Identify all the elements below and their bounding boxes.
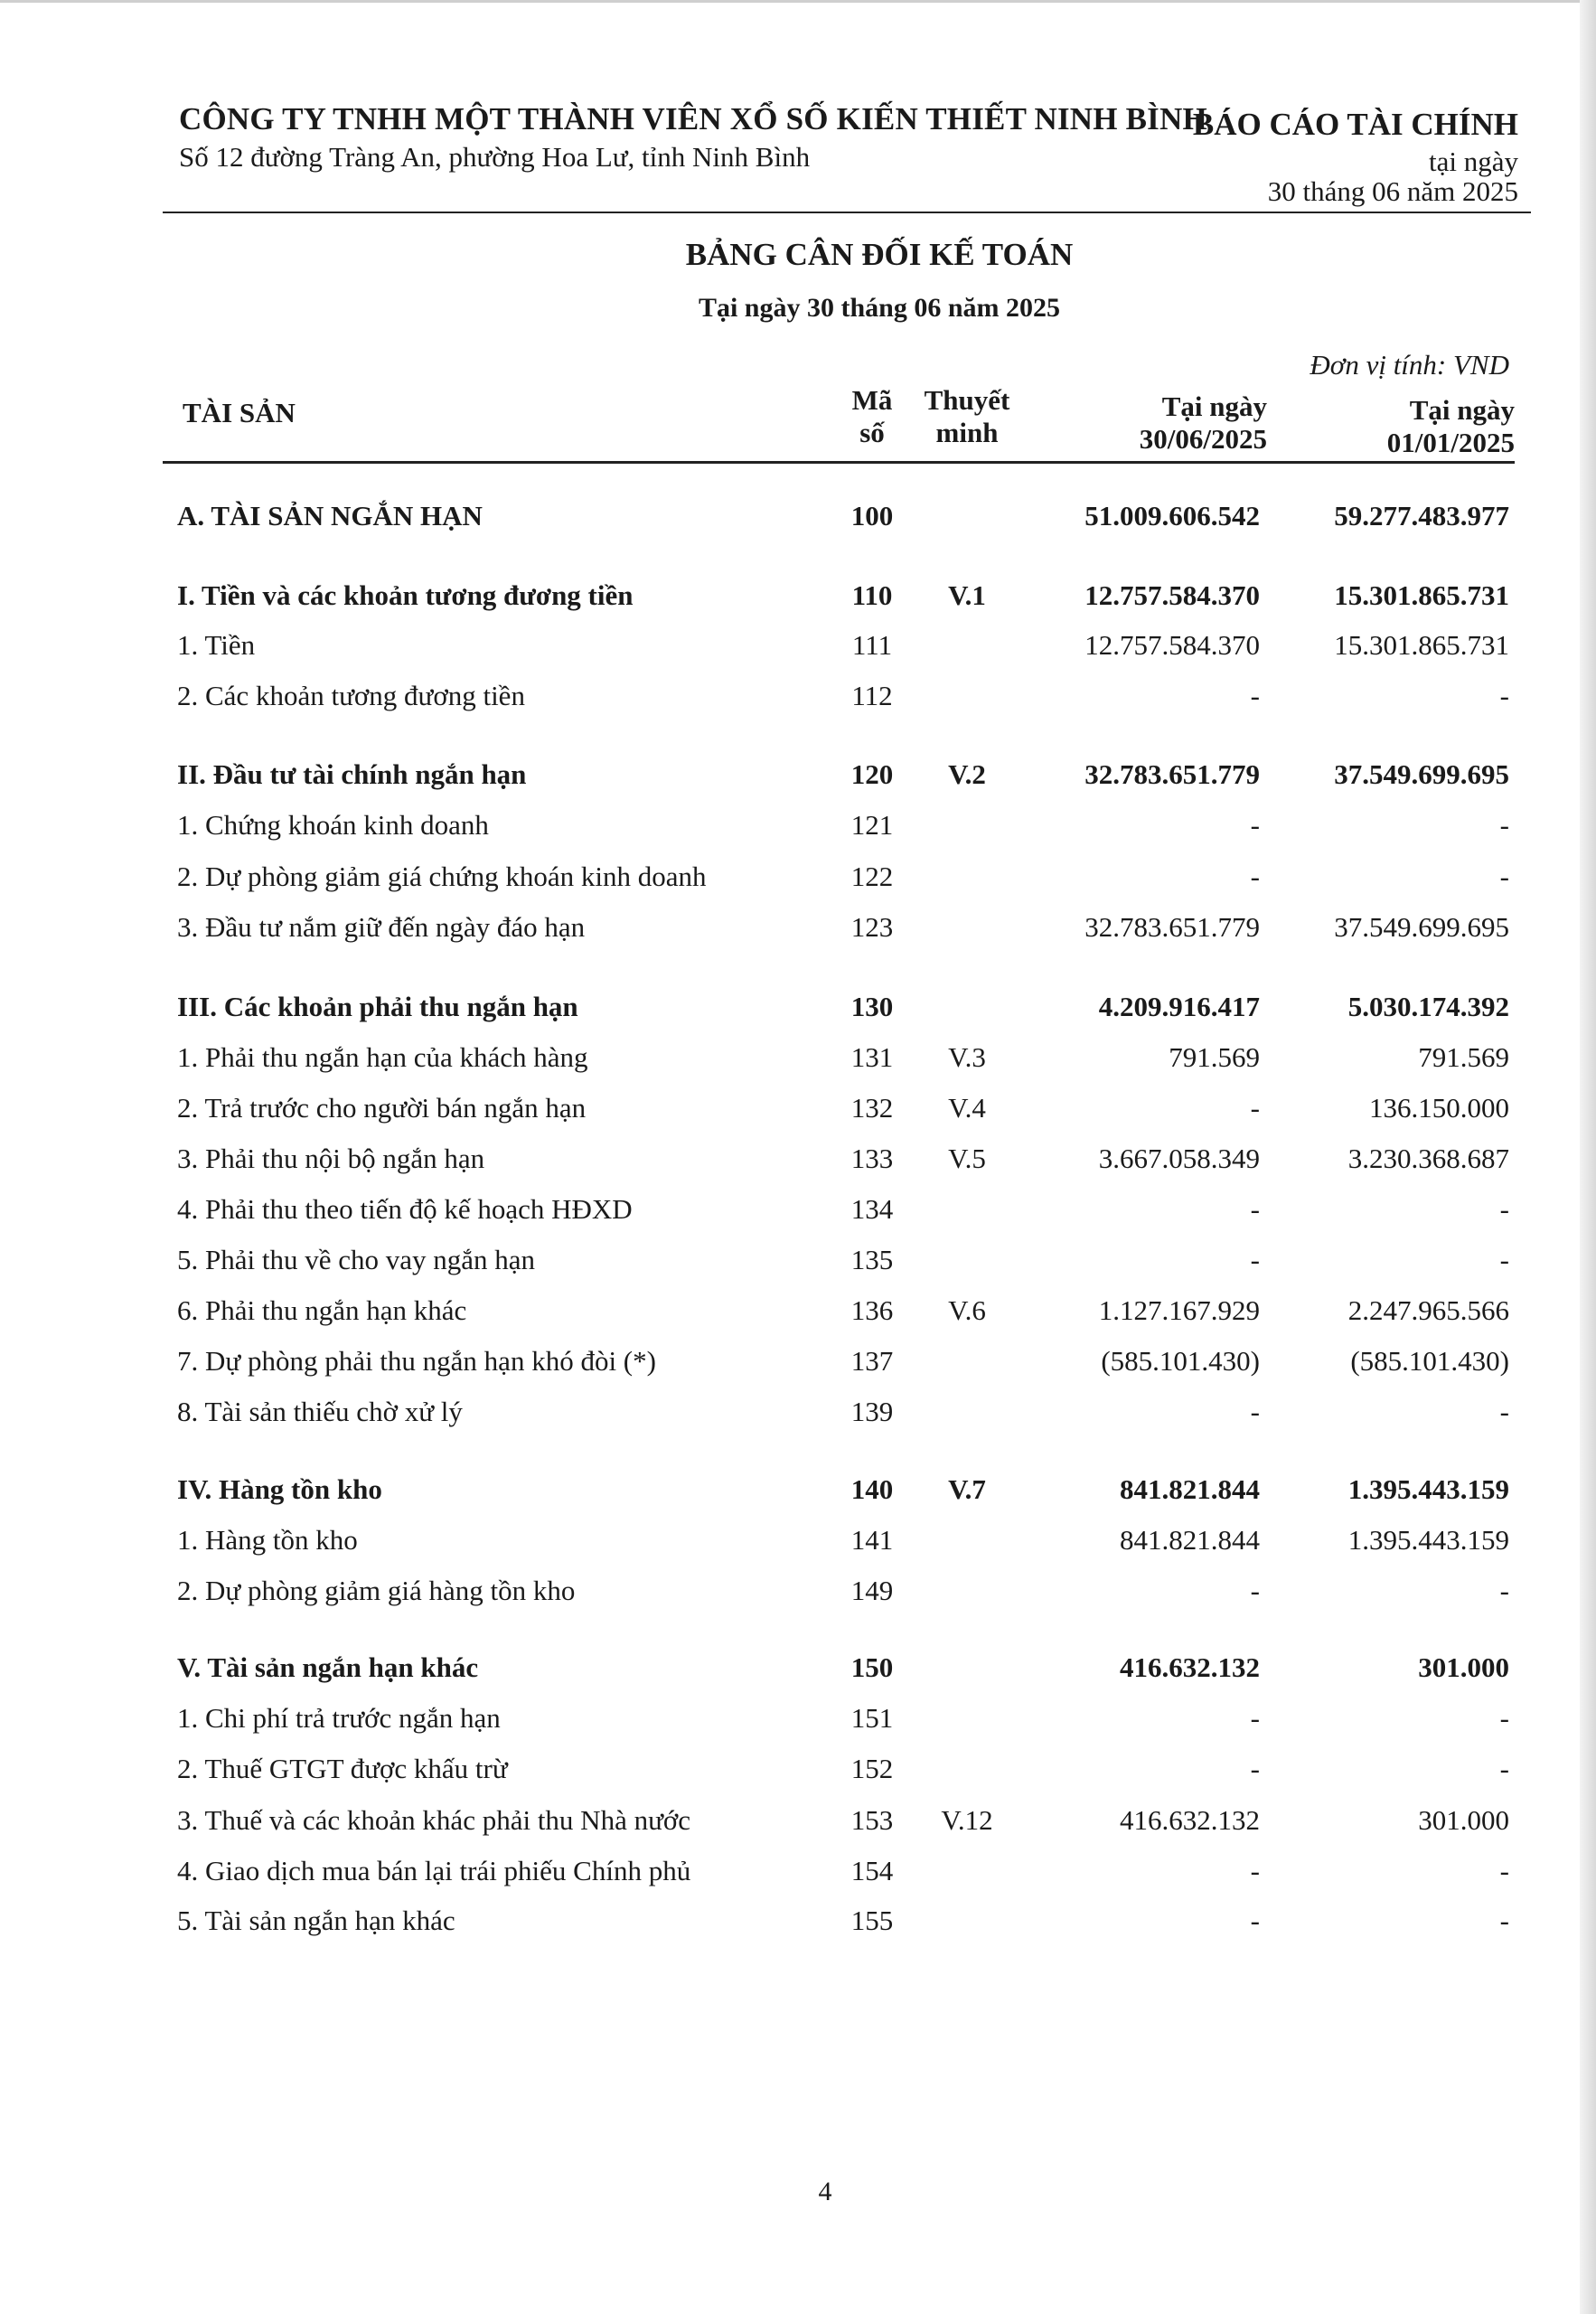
row-value-prior: 15.301.865.731 xyxy=(1334,629,1509,661)
row-value-current: 12.757.584.370 xyxy=(1084,629,1260,661)
row-code: 123 xyxy=(850,911,894,943)
row-value-prior: - xyxy=(1499,809,1509,841)
row-value-current: - xyxy=(1250,1575,1260,1606)
row-code: 134 xyxy=(850,1193,894,1225)
row-label: 1. Hàng tồn kho xyxy=(177,1524,358,1556)
row-label: 8. Tài sản thiếu chờ xử lý xyxy=(177,1396,463,1427)
row-code: 110 xyxy=(851,579,893,611)
row-label: 3. Thuế và các khoản khác phải thu Nhà nước xyxy=(177,1804,691,1836)
row-value-current: (585.101.430) xyxy=(1101,1345,1260,1377)
row-note: V.7 xyxy=(948,1473,986,1505)
row-value-prior: 301.000 xyxy=(1418,1804,1509,1836)
column-header-prior xyxy=(1387,394,1515,459)
table-row xyxy=(0,1524,1596,1566)
row-code: 154 xyxy=(850,1855,894,1886)
row-value-prior: 1.395.443.159 xyxy=(1347,1524,1509,1556)
row-value-current: 791.569 xyxy=(1169,1041,1260,1073)
row-value-prior: 3.230.368.687 xyxy=(1347,1143,1509,1174)
row-code: 122 xyxy=(850,861,894,892)
row-note: V.2 xyxy=(948,758,986,790)
row-value-current: 841.821.844 xyxy=(1120,1473,1260,1505)
column-header-prior-line2: 01/01/2025 xyxy=(1386,427,1515,458)
table-row xyxy=(0,1143,1596,1184)
row-value-current: - xyxy=(1250,1193,1260,1225)
row-value-prior: 37.549.699.695 xyxy=(1334,758,1509,790)
row-code: 140 xyxy=(850,1473,894,1505)
row-code: 133 xyxy=(850,1143,894,1174)
row-label: 1. Chi phí trả trước ngắn hạn xyxy=(177,1702,501,1734)
row-value-prior: 15.301.865.731 xyxy=(1334,579,1509,611)
row-code: 150 xyxy=(850,1651,894,1683)
row-label: 3. Đầu tư nắm giữ đến ngày đáo hạn xyxy=(177,911,586,943)
row-note: V.1 xyxy=(948,579,986,611)
page-number: 4 xyxy=(818,2177,832,2206)
row-label: 4. Phải thu theo tiến độ kế hoạch HĐXD xyxy=(177,1193,633,1225)
table-row xyxy=(0,579,1596,621)
row-value-current: - xyxy=(1250,680,1260,711)
table-row xyxy=(0,809,1596,851)
row-note: V.6 xyxy=(948,1294,986,1326)
row-code: 141 xyxy=(850,1524,894,1556)
column-header-note-line2: minh xyxy=(935,417,999,448)
company-name: CÔNG TY TNHH MỘT THÀNH VIÊN XỔ SỐ KIẾN THIẾT NINH BÌNH xyxy=(179,101,1207,136)
row-note: V.4 xyxy=(948,1092,986,1124)
row-label: III. Các khoản phải thu ngắn hạn xyxy=(177,991,578,1022)
row-value-current: - xyxy=(1250,1753,1260,1784)
row-code: 151 xyxy=(850,1702,894,1734)
row-value-current: 841.821.844 xyxy=(1120,1524,1260,1556)
table-row xyxy=(0,680,1596,721)
table-row xyxy=(0,861,1596,902)
row-value-current: 416.632.132 xyxy=(1120,1651,1260,1683)
table-row xyxy=(0,1396,1596,1437)
row-value-prior: - xyxy=(1499,1905,1509,1936)
row-code: 100 xyxy=(850,500,894,531)
row-label: 1. Chứng khoán kinh doanh xyxy=(177,809,489,841)
table-row xyxy=(0,1702,1596,1744)
row-value-prior: - xyxy=(1499,1244,1509,1275)
document-date: Tại ngày 30 tháng 06 năm 2025 xyxy=(698,293,1061,323)
row-value-current: 32.783.651.779 xyxy=(1084,911,1260,943)
row-value-prior: - xyxy=(1499,680,1509,711)
row-value-prior: - xyxy=(1499,1575,1509,1606)
row-code: 137 xyxy=(850,1345,894,1377)
column-header-code xyxy=(827,384,917,449)
table-row xyxy=(0,629,1596,671)
row-value-prior: - xyxy=(1499,1702,1509,1734)
table-header-divider xyxy=(163,461,1515,464)
row-value-prior: - xyxy=(1499,1193,1509,1225)
row-label: A. TÀI SẢN NGẮN HẠN xyxy=(177,500,483,531)
row-code: 112 xyxy=(851,680,893,711)
row-value-current: - xyxy=(1250,861,1260,892)
row-code: 132 xyxy=(850,1092,894,1124)
table-row xyxy=(0,500,1596,541)
row-value-prior: - xyxy=(1499,1855,1509,1886)
row-value-current: 51.009.606.542 xyxy=(1084,500,1260,531)
row-value-current: - xyxy=(1250,1092,1260,1124)
header-divider xyxy=(163,212,1531,213)
row-code: 111 xyxy=(851,629,893,661)
row-value-prior: 301.000 xyxy=(1418,1651,1509,1683)
table-row xyxy=(0,1041,1596,1083)
row-value-current: - xyxy=(1250,1702,1260,1734)
row-code: 131 xyxy=(850,1041,894,1073)
row-label: 6. Phải thu ngắn hạn khác xyxy=(177,1294,467,1326)
row-code: 130 xyxy=(850,991,894,1022)
row-label: 4. Giao dịch mua bán lại trái phiếu Chính phủ xyxy=(177,1855,691,1886)
row-value-prior: - xyxy=(1499,1396,1509,1427)
company-address: Số 12 đường Tràng An, phường Hoa Lư, tỉnh Ninh Bình xyxy=(179,141,811,173)
column-header-current-line1: Tại ngày xyxy=(1161,390,1267,422)
row-value-prior: 5.030.174.392 xyxy=(1347,991,1509,1022)
report-subtitle-1: tại ngày xyxy=(1429,146,1518,177)
page-top-edge xyxy=(0,0,1596,3)
row-value-prior: - xyxy=(1499,861,1509,892)
row-label: IV. Hàng tồn kho xyxy=(177,1473,382,1505)
column-header-prior-line1: Tại ngày xyxy=(1409,394,1515,426)
document-title: BẢNG CÂN ĐỐI KẾ TOÁN xyxy=(685,237,1074,272)
row-value-current: - xyxy=(1250,1396,1260,1427)
row-label: V. Tài sản ngắn hạn khác xyxy=(177,1651,479,1683)
row-code: 153 xyxy=(850,1804,894,1836)
row-value-current: - xyxy=(1250,809,1260,841)
row-code: 155 xyxy=(850,1905,894,1936)
table-row xyxy=(0,1092,1596,1133)
row-value-current: 32.783.651.779 xyxy=(1084,758,1260,790)
table-row xyxy=(0,1575,1596,1616)
row-code: 120 xyxy=(850,758,894,790)
row-label: 1. Tiền xyxy=(177,629,256,661)
row-label: I. Tiền và các khoản tương đương tiền xyxy=(177,579,634,611)
table-row xyxy=(0,1905,1596,1946)
row-value-current: - xyxy=(1250,1905,1260,1936)
row-code: 121 xyxy=(850,809,894,841)
row-label: II. Đầu tư tài chính ngắn hạn xyxy=(177,758,527,790)
table-row xyxy=(0,1753,1596,1794)
row-value-prior: 37.549.699.695 xyxy=(1334,911,1509,943)
row-value-prior: 59.277.483.977 xyxy=(1334,500,1509,531)
row-value-prior: 2.247.965.566 xyxy=(1347,1294,1509,1326)
row-note: V.5 xyxy=(948,1143,986,1174)
row-value-current: 4.209.916.417 xyxy=(1098,991,1260,1022)
row-label: 2. Trả trước cho người bán ngắn hạn xyxy=(177,1092,587,1124)
table-row xyxy=(0,1855,1596,1896)
row-code: 135 xyxy=(850,1244,894,1275)
row-value-current: - xyxy=(1250,1244,1260,1275)
table-row xyxy=(0,1294,1596,1336)
table-row xyxy=(0,1193,1596,1235)
table-row xyxy=(0,1473,1596,1515)
row-label: 2. Thuế GTGT được khấu trừ xyxy=(177,1753,508,1784)
column-header-note xyxy=(913,384,1021,449)
row-label: 2. Các khoản tương đương tiền xyxy=(177,680,525,711)
row-label: 3. Phải thu nội bộ ngắn hạn xyxy=(177,1143,485,1174)
row-value-current: 1.127.167.929 xyxy=(1098,1294,1260,1326)
report-subtitle-2: 30 tháng 06 năm 2025 xyxy=(1267,175,1518,207)
column-header-code-line2: số xyxy=(859,417,885,448)
table-row xyxy=(0,1244,1596,1285)
currency-unit: Đơn vị tính: VND xyxy=(1310,349,1509,381)
column-header-note-line1: Thuyết xyxy=(924,384,1010,416)
column-header-asset: TÀI SẢN xyxy=(183,397,296,428)
row-value-current: 12.757.584.370 xyxy=(1084,579,1260,611)
row-code: 149 xyxy=(850,1575,894,1606)
row-value-prior: 136.150.000 xyxy=(1369,1092,1509,1124)
row-code: 152 xyxy=(850,1753,894,1784)
table-row xyxy=(0,911,1596,953)
row-label: 5. Phải thu về cho vay ngắn hạn xyxy=(177,1244,536,1275)
column-header-current xyxy=(1140,390,1267,456)
row-code: 136 xyxy=(850,1294,894,1326)
column-header-code-line1: Mã xyxy=(851,384,893,416)
table-row xyxy=(0,758,1596,800)
row-label: 7. Dự phòng phải thu ngắn hạn khó đòi (*) xyxy=(177,1345,656,1377)
row-value-prior: - xyxy=(1499,1753,1509,1784)
row-value-current: 416.632.132 xyxy=(1120,1804,1260,1836)
row-value-current: - xyxy=(1250,1855,1260,1886)
row-label: 1. Phải thu ngắn hạn của khách hàng xyxy=(177,1041,588,1073)
row-label: 2. Dự phòng giảm giá chứng khoán kinh doanh xyxy=(177,861,707,892)
row-note: V.12 xyxy=(941,1804,993,1836)
row-value-current: 3.667.058.349 xyxy=(1098,1143,1260,1174)
row-label: 2. Dự phòng giảm giá hàng tồn kho xyxy=(177,1575,576,1606)
table-row xyxy=(0,991,1596,1032)
table-row xyxy=(0,1804,1596,1846)
row-value-prior: (585.101.430) xyxy=(1350,1345,1509,1377)
column-header-current-line2: 30/06/2025 xyxy=(1139,423,1267,455)
table-row xyxy=(0,1345,1596,1387)
table-row xyxy=(0,1651,1596,1693)
report-title: BÁO CÁO TÀI CHÍNH xyxy=(1192,107,1518,142)
row-note: V.3 xyxy=(948,1041,986,1073)
row-value-prior: 1.395.443.159 xyxy=(1347,1473,1509,1505)
row-value-prior: 791.569 xyxy=(1418,1041,1509,1073)
row-code: 139 xyxy=(850,1396,894,1427)
row-label: 5. Tài sản ngắn hạn khác xyxy=(177,1905,455,1936)
